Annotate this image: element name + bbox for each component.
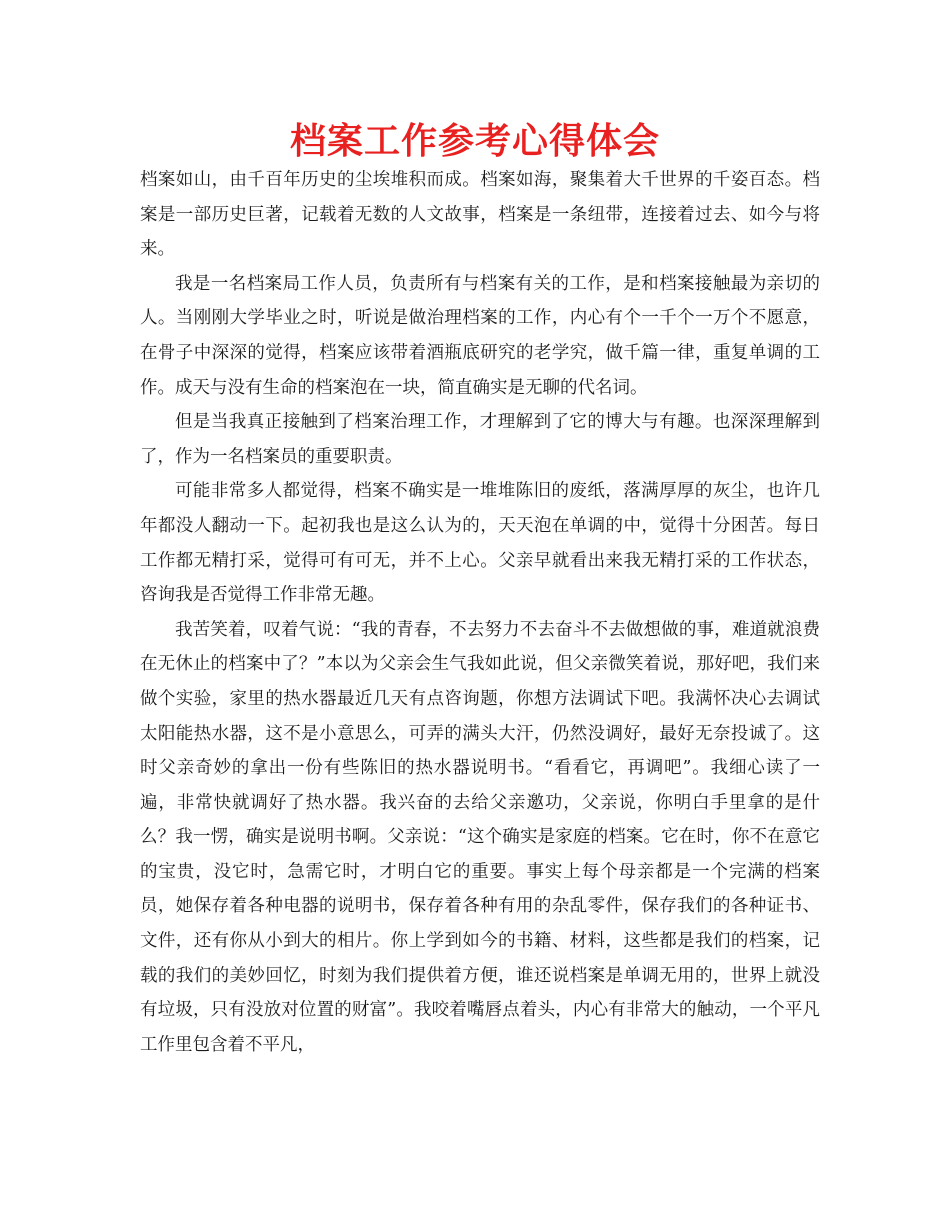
paragraph-5: 我苦笑着，叹着气说：“我的青春，不去努力不去奋斗不去做想做的事，难道就浪费在无休止的档案中了？”本以为父亲会生气我如此说，但父亲微笑着说，那好吧，我们来做个实验，家里的热水器最近几天有点咨询题，你想方法调试下吧。我满怀决心去调试太阳能热水器，这不是小意思么，可弄的满头大汗，仍然没调好，最好无奈投诚了。这时父亲奇妙的拿出一份有些陈旧的热水器说明书。“看看它，再调吧”。我细心读了一遍，非常快就调好了热水器。我兴奋的去给父亲邀功，父亲说，你明白手里拿的是什么？我一愣，确实是说明书啊。父亲说：“这个确实是家庭的档案。它在时，你不在意它的宝贵，没它时，急需它时，才明白它的重要。事实上每个母亲都是一个完满的档案员，她保存着各种电器的说明书，保存着各种有用的杂乱零件，保存我们的各种证书、文件，还有你从小到大的相片。你上学到如今的书籍、材料，这些都是我们的档案，记载的我们的美妙回忆，时刻为我们提供着方便，谁还说档案是单调无用的，世界上就没有垃圾，只有没放对位置的财富”。我咬着嘴唇点着头，内心有非常大的触动，一个平凡工作里包含着不平凡， <box>140 619 820 1055</box>
paragraph-2: 我是一名档案局工作人员，负责所有与档案有关的工作，是和档案接触最为亲切的人。当刚刚大学毕业之时，听说是做治理档案的工作，内心有个一千个一万个不愿意，在骨子中深深的觉得，档案应该带着酒瓶底研究的老学究，做千篇一律，重复单调的工作。成天与没有生命的档案泡在一块，简直确实是无聊的代名词。 <box>140 273 820 398</box>
paragraph-1: 档案如山，由千百年历史的尘埃堆积而成。档案如海，聚集着大千世界的千姿百态。档案是一部历史巨著，记载着无数的人文故事，档案是一条纽带，连接着过去、如今与将来。 <box>140 170 820 260</box>
paragraph-3: 但是当我真正接触到了档案治理工作，才理解到了它的博大与有趣。也深深理解到了，作为一名档案员的重要职责。 <box>140 412 820 467</box>
document-body <box>140 163 820 1062</box>
document-title: 档案工作参考心得体会 <box>289 121 660 162</box>
paragraph-4: 可能非常多人都觉得，档案不确实是一堆堆陈旧的废纸，落满厚厚的灰尘，也许几年都没人翻动一下。起初我也是这么认为的，天天泡在单调的中，觉得十分困苦。每日工作都无精打采，觉得可有可无，并不上心。父亲早就看出来我无精打采的工作状态，咨询我是否觉得工作非常无趣。 <box>140 481 820 606</box>
